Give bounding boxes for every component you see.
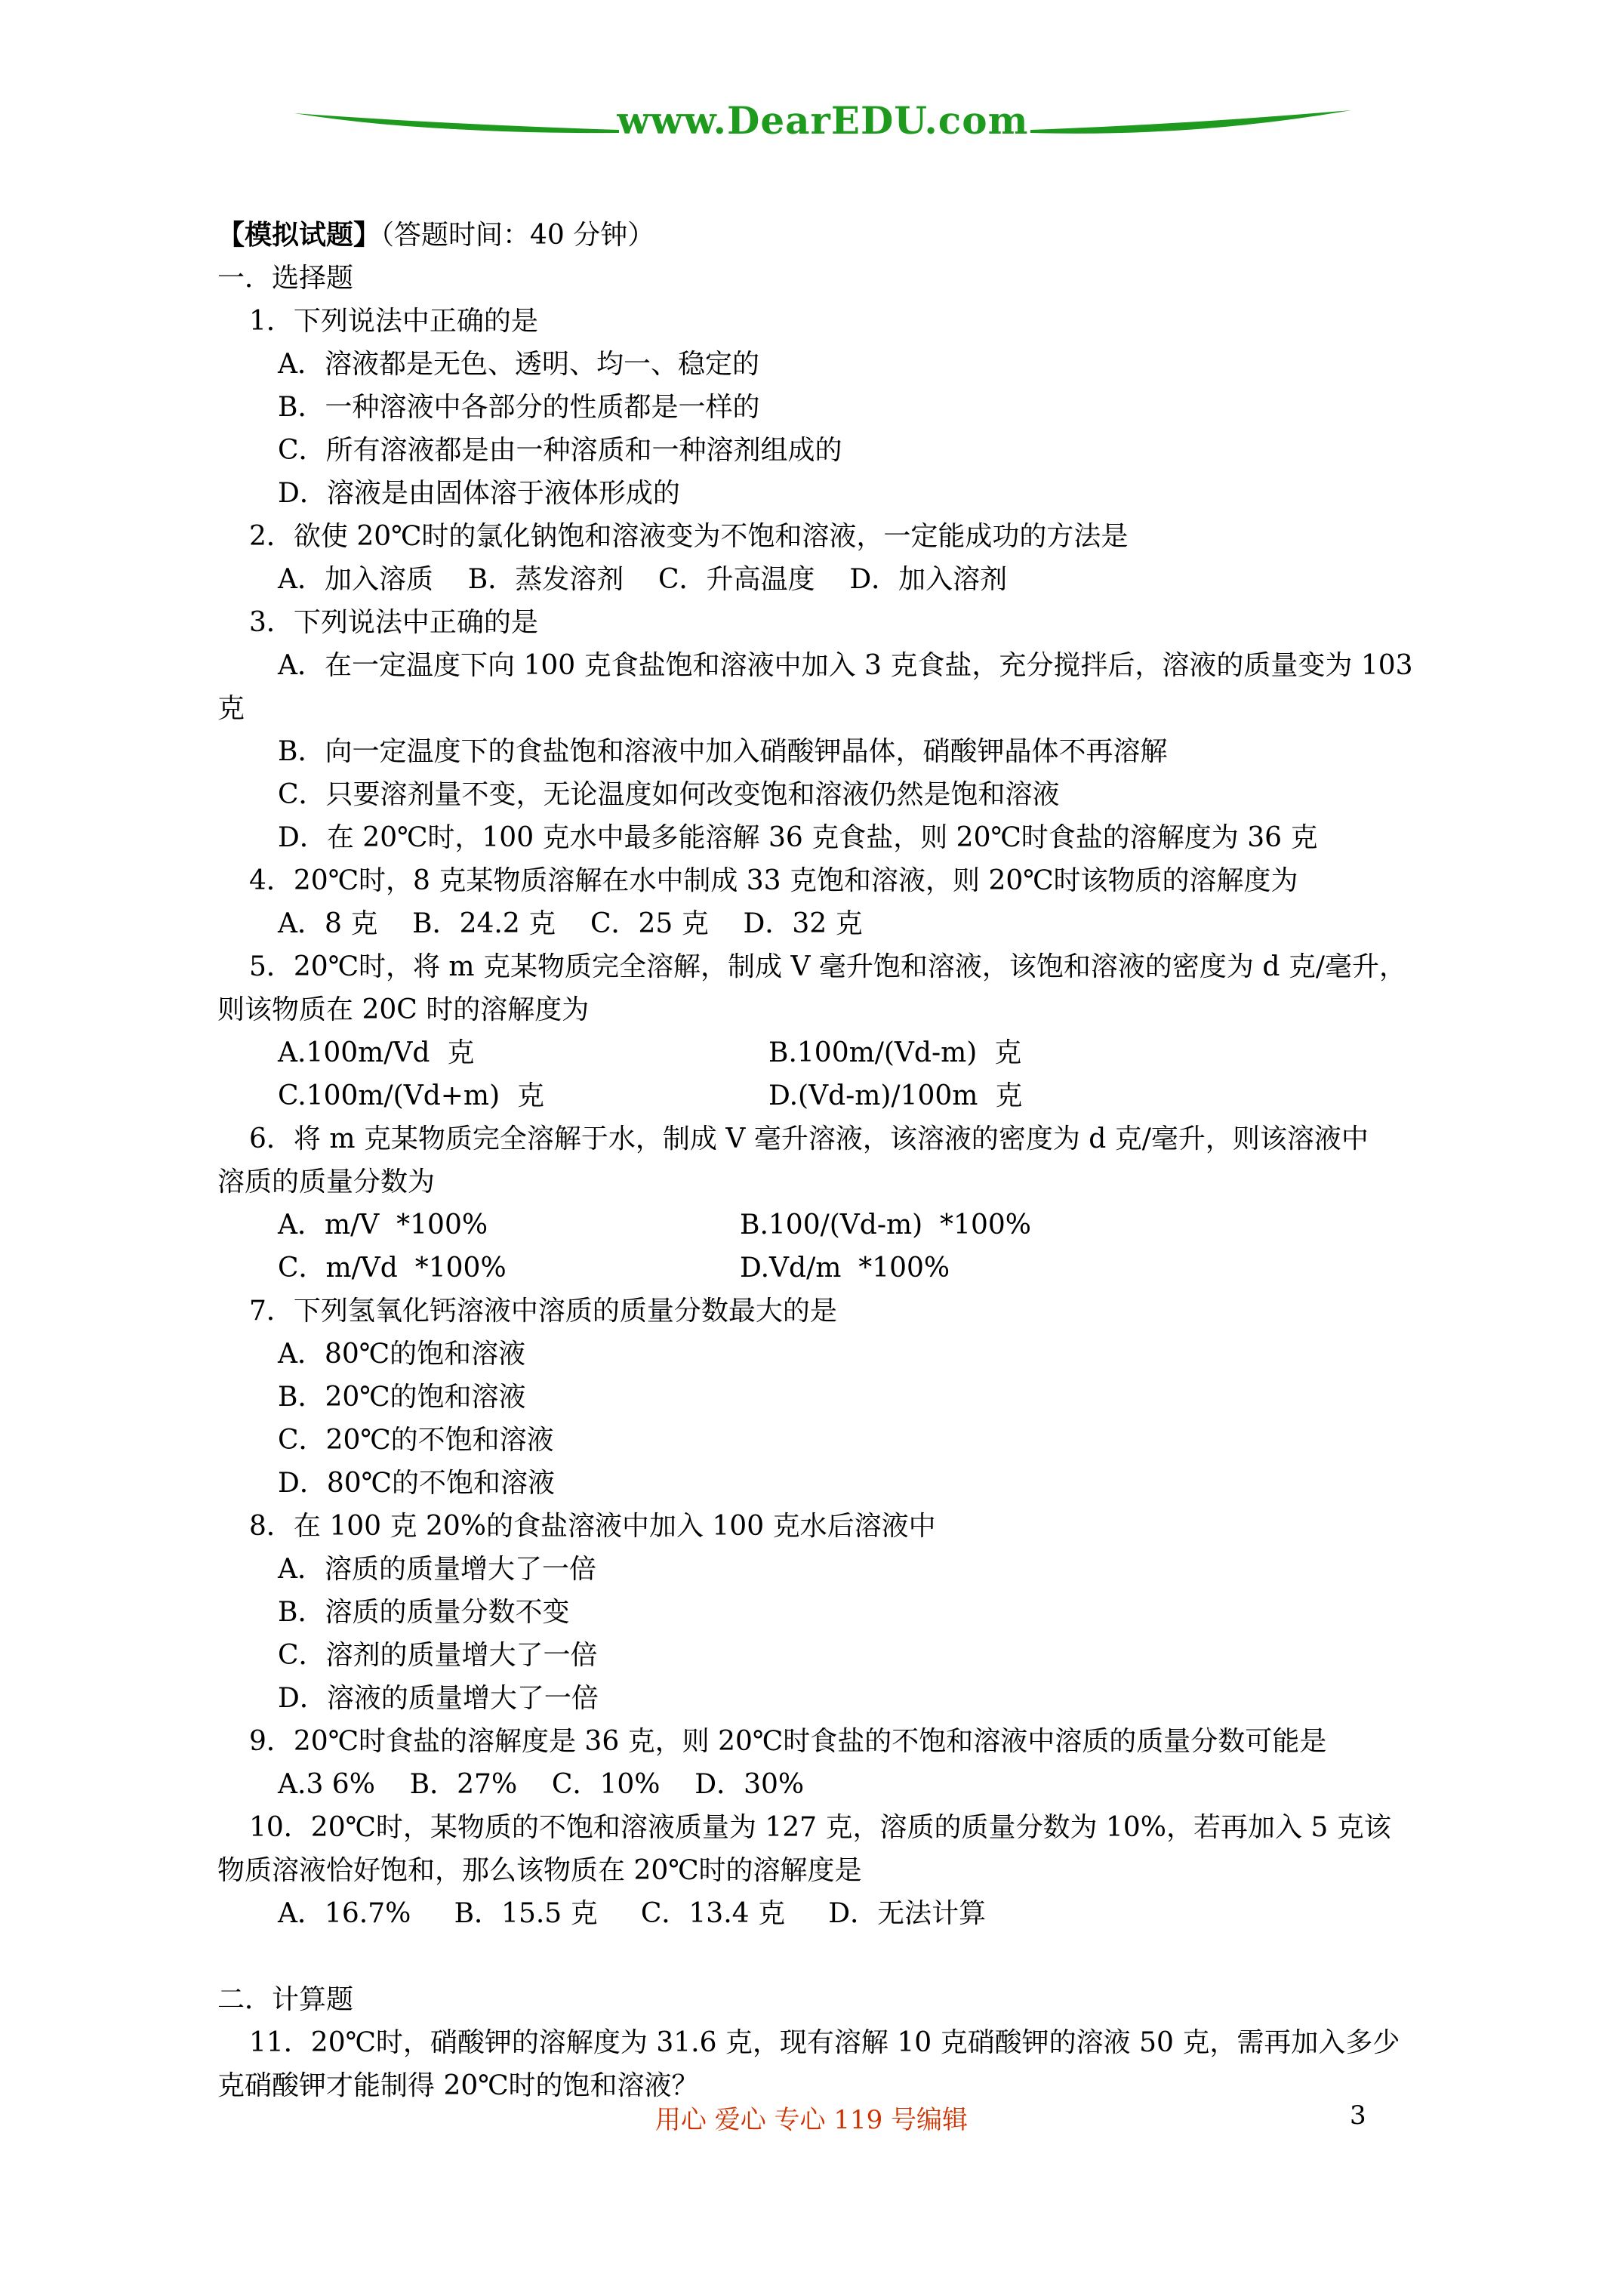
question-1-stem: 1．下列说法中正确的是 (249, 306, 538, 337)
page-number: 3 (1350, 2100, 1366, 2131)
question-4-stem: 4．20℃时，8 克某物质溶解在水中制成 33 克饱和溶液，则 20℃时该物质的溶解度为 (249, 865, 1298, 896)
exam-content (217, 214, 1418, 2107)
question-10-stem-cont: 物质溶液恰好饱和，那么该物质在 20℃时的溶解度是 (217, 1855, 862, 1886)
question-5-option-d: D.(Vd-m)/100m 克 (768, 1080, 1023, 1111)
page-footer: 用心 爱心 专心 119 号编辑 (654, 2105, 969, 2135)
question-8-option-a: A．溶质的质量增大了一倍 (278, 1554, 596, 1585)
question-3-option-b: B．向一定温度下的食盐饱和溶液中加入硝酸钾晶体，硝酸钾晶体不再溶解 (278, 736, 1168, 767)
question-9-stem: 9．20℃时食盐的溶解度是 36 克，则 20℃时食盐的不饱和溶液中溶质的质量分数可能是 (249, 1726, 1327, 1757)
question-4-options: A．8 克 B．24.2 克 C．25 克 D．32 克 (278, 908, 863, 939)
question-1-option-b: B．一种溶液中各部分的性质都是一样的 (278, 392, 760, 423)
site-logo[interactable]: www.DearEDU.com (617, 98, 1029, 143)
question-9-options: A.3 6% B．27% C．10% D．30% (278, 1769, 805, 1800)
question-6-option-d: D.Vd/m *100% (740, 1253, 950, 1284)
question-11-stem-cont: 克硝酸钾才能制得 20℃时的饱和溶液？ (217, 2070, 699, 2101)
question-1-option-c: C．所有溶液都是由一种溶质和一种溶剂组成的 (278, 435, 842, 466)
question-5-option-a: A.100m/Vd 克 (278, 1037, 475, 1068)
question-7-stem: 7．下列氢氧化钙溶液中溶质的质量分数最大的是 (249, 1296, 837, 1327)
question-2-options: A．加入溶质 B．蒸发溶剂 C．升高温度 D．加入溶剂 (278, 564, 1008, 595)
question-11-stem: 11．20℃时，硝酸钾的溶解度为 31.6 克，现有溶解 10 克硝酸钾的溶液 50 克，需再加入多少 (249, 2027, 1400, 2058)
question-3-stem: 3．下列说法中正确的是 (249, 607, 538, 638)
question-6-stem-cont: 溶质的质量分数为 (217, 1166, 436, 1197)
title-time: （答题时间：40 分钟） (380, 220, 655, 251)
question-5-options-row2 (217, 1074, 1418, 1117)
question-6-options-row1 (217, 1203, 1418, 1247)
question-10-stem: 10．20℃时，某物质的不饱和溶液质量为 127 克，溶质的质量分数为 10%，若再加入 5 克该 (249, 1812, 1391, 1843)
question-8-option-b: B．溶质的质量分数不变 (278, 1597, 570, 1628)
question-6-stem: 6．将 m 克某物质完全溶解于水，制成 V 毫升溶液，该溶液的密度为 d 克/毫升，则该溶液中 (249, 1123, 1369, 1154)
question-8-stem: 8．在 100 克 20%的食盐溶液中加入 100 克水后溶液中 (249, 1511, 936, 1542)
question-7-option-d: D．80℃的不饱和溶液 (278, 1468, 555, 1499)
question-7-option-a: A．80℃的饱和溶液 (278, 1339, 526, 1370)
question-7-option-c: C．20℃的不饱和溶液 (278, 1425, 554, 1456)
exam-title (217, 214, 1418, 257)
question-10-options: A．16.7% B．15.5 克 C．13.4 克 D．无法计算 (278, 1898, 987, 1929)
question-3-option-c: C．只要溶剂量不变，无论温度如何改变饱和溶液仍然是饱和溶液 (278, 779, 1060, 810)
title-label: 【模拟试题】 (217, 219, 381, 251)
question-5-stem-cont: 则该物质在 20C 时的溶解度为 (217, 994, 590, 1025)
question-6-option-c: C．m/Vd *100% (278, 1253, 507, 1284)
question-5-stem: 5．20℃时，将 m 克某物质完全溶解，制成 V 毫升饱和溶液，该饱和溶液的密度为 d 克/毫升， (249, 951, 1406, 982)
section-calculation: 二．计算题 (217, 1984, 354, 2015)
question-6-options-row2 (217, 1247, 1418, 1290)
section-choice: 一．选择题 (217, 263, 354, 294)
question-6-option-b: B.100/(Vd-m) *100% (740, 1210, 1031, 1240)
section-gap (217, 1935, 1418, 1978)
site-header (287, 91, 1359, 166)
question-3-option-a-cont: 克 (217, 693, 245, 724)
question-1-option-a: A．溶液都是无色、透明、均一、稳定的 (278, 349, 759, 380)
question-3-option-a: A．在一定温度下向 100 克食盐饱和溶液中加入 3 克食盐，充分搅拌后，溶液的质量变为 103 (278, 650, 1413, 681)
question-5-options-row1 (217, 1031, 1418, 1074)
question-7-option-b: B．20℃的饱和溶液 (278, 1382, 526, 1413)
question-6-option-a: A．m/V *100% (278, 1210, 488, 1240)
question-2-stem: 2．欲使 20℃时的氯化钠饱和溶液变为不饱和溶液，一定能成功的方法是 (249, 521, 1129, 552)
question-8-option-d: D．溶液的质量增大了一倍 (278, 1683, 599, 1714)
question-8-option-c: C．溶剂的质量增大了一倍 (278, 1640, 598, 1671)
question-5-option-b: B.100m/(Vd-m) 克 (768, 1037, 1022, 1068)
question-1-option-d: D．溶液是由固体溶于液体形成的 (278, 478, 680, 509)
question-3-option-d: D．在 20℃时，100 克水中最多能溶解 36 克食盐，则 20℃时食盐的溶解度为 36 克 (278, 822, 1318, 853)
question-5-option-c: C.100m/(Vd+m) 克 (278, 1080, 545, 1111)
